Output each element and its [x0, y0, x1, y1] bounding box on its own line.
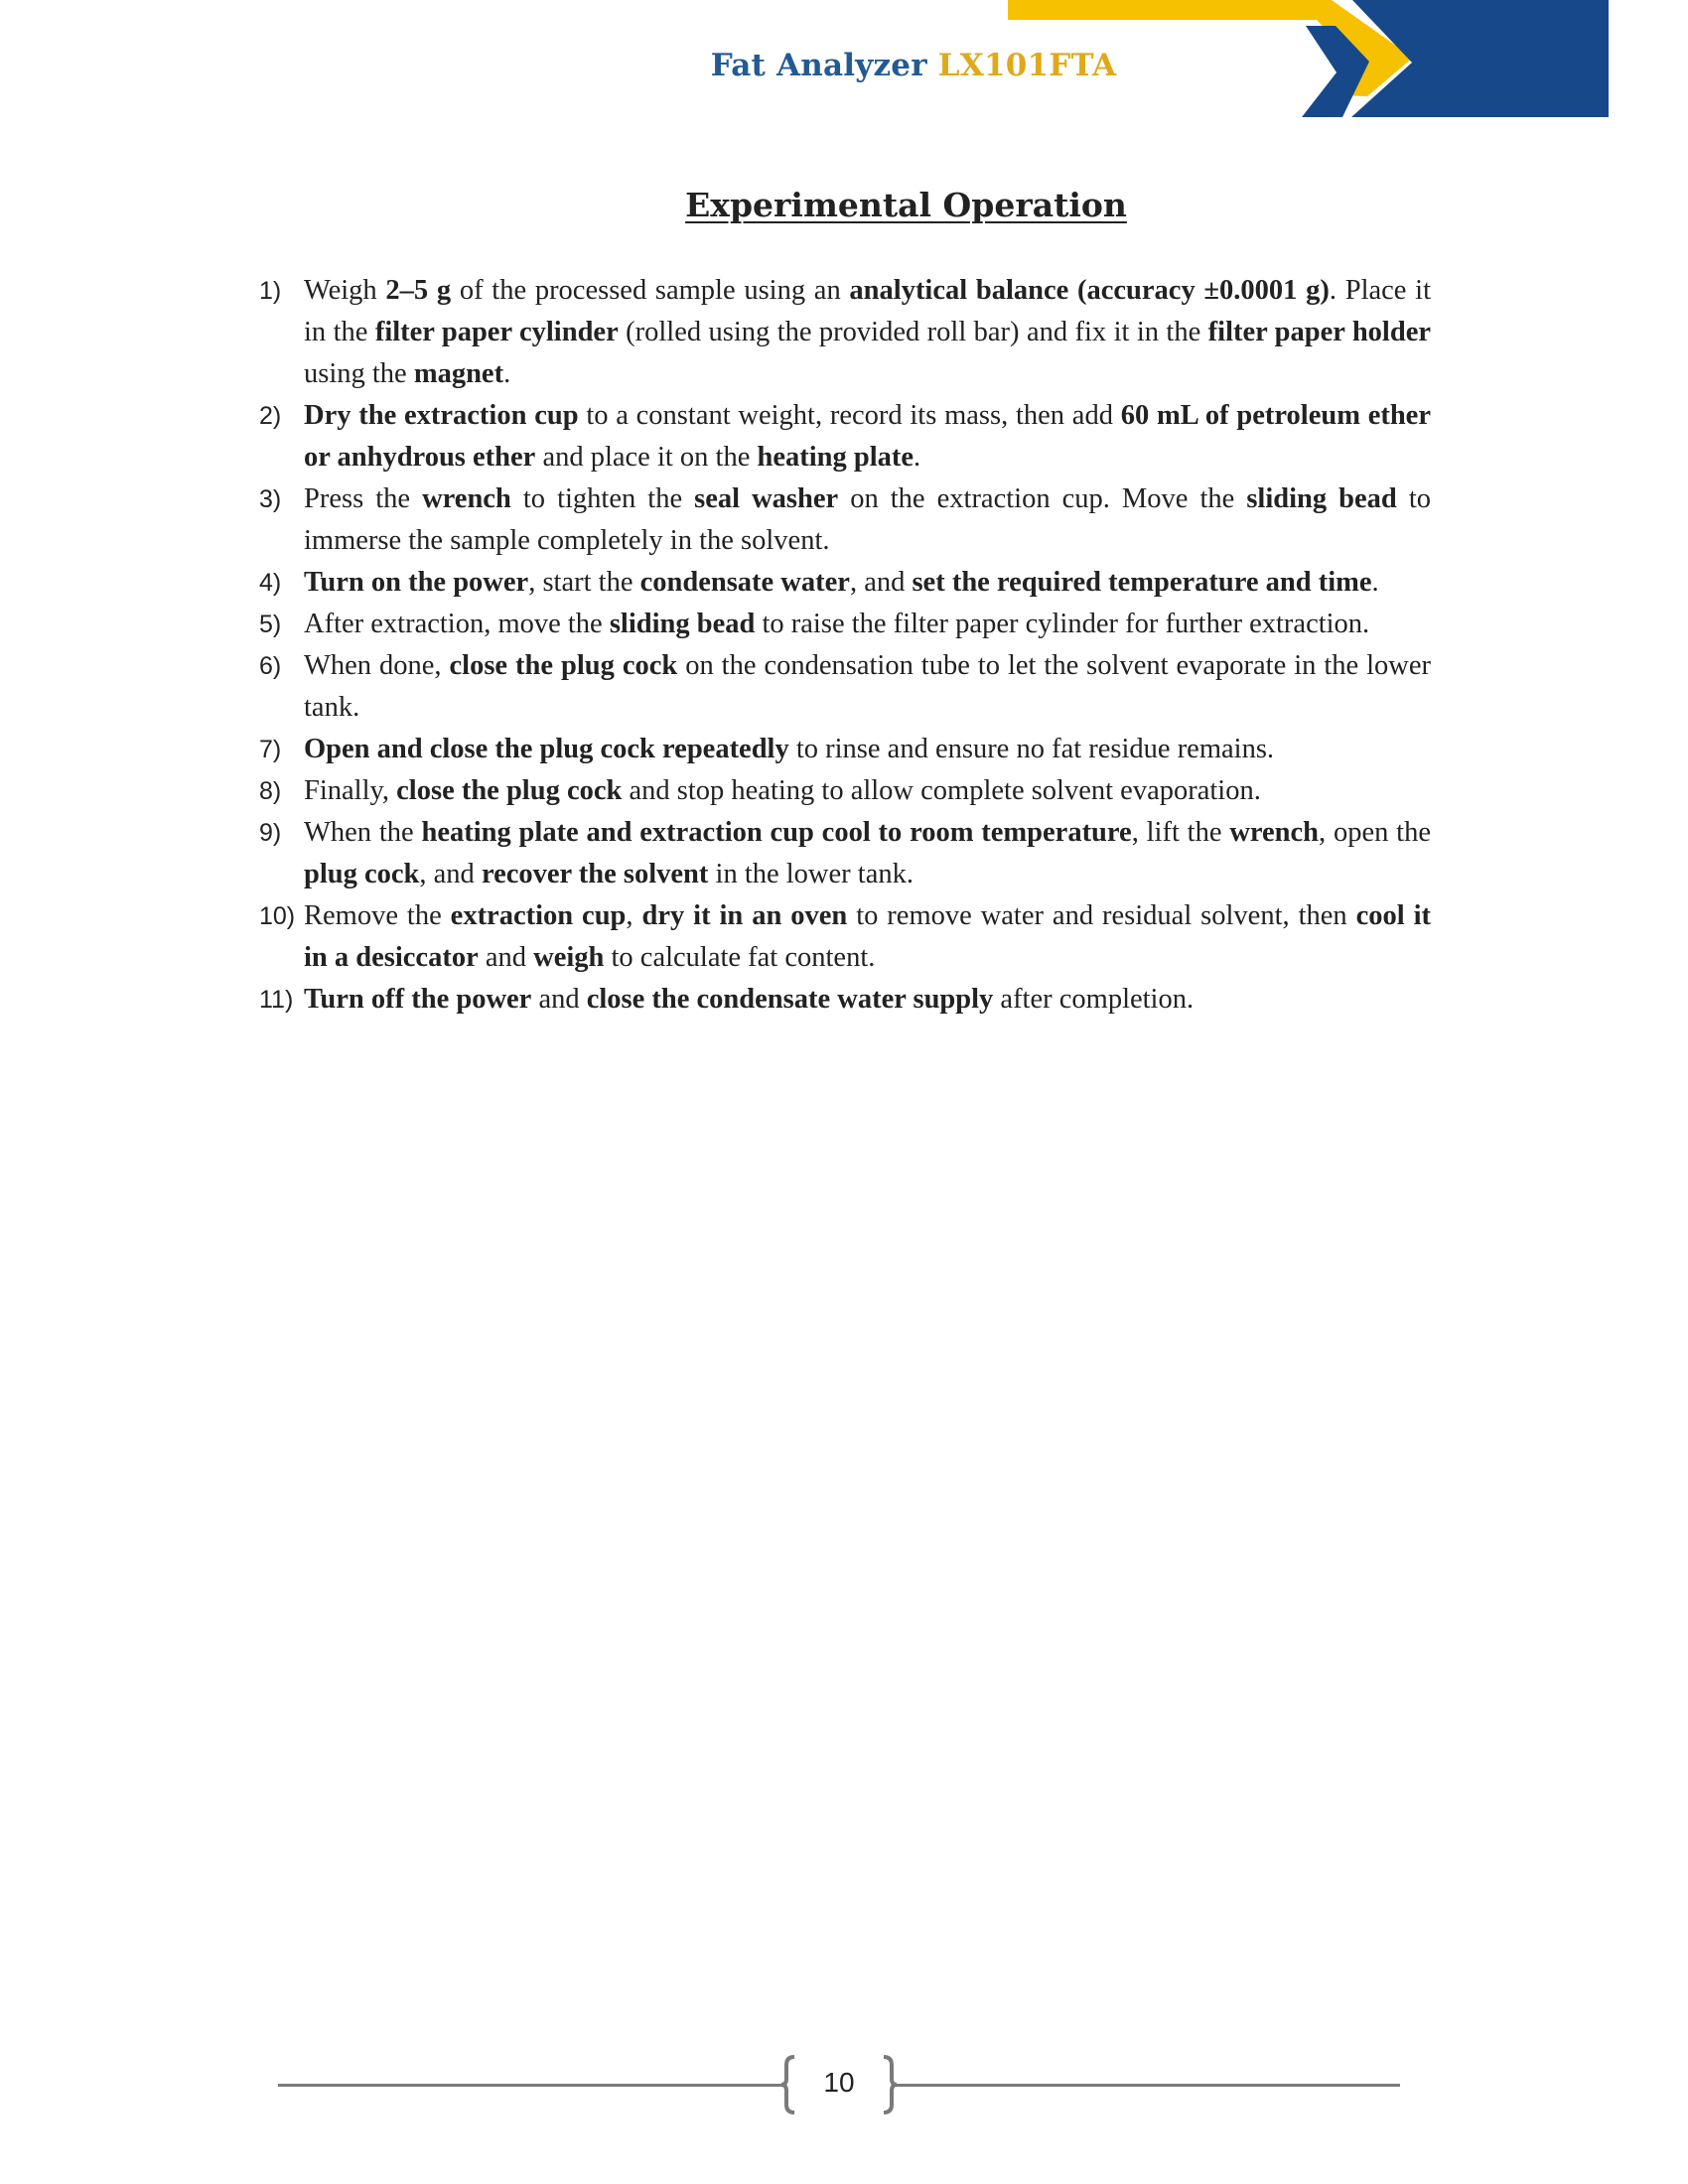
- step-item: [259, 270, 1431, 395]
- step-text-bold: close the plug cock: [396, 775, 623, 806]
- step-text-bold: magnet: [413, 358, 504, 389]
- step-text-bold: Open and close the plug cock repeatedly: [304, 734, 789, 764]
- step-text-bold: filter paper holder: [1207, 317, 1431, 347]
- footer-left-bracket: [780, 2055, 796, 2115]
- step-item: [259, 979, 1431, 1021]
- step-text: After extraction, move the: [304, 609, 610, 639]
- step-text: and place it on the: [535, 442, 758, 473]
- step-text-bold: Dry the extraction cup: [304, 400, 579, 431]
- step-text-bold: filter paper cylinder: [374, 317, 619, 347]
- step-text: , open the: [1319, 817, 1431, 848]
- step-text: using the: [304, 358, 414, 389]
- step-item: [259, 562, 1431, 604]
- step-text: , and: [419, 859, 482, 889]
- footer-line-left: [278, 2084, 784, 2087]
- step-number: 7): [259, 736, 282, 763]
- step-text-bold: close the plug cock: [449, 650, 678, 681]
- step-text: Finally,: [304, 775, 397, 806]
- step-text: When done,: [304, 650, 450, 681]
- step-text: Remove the: [304, 900, 451, 931]
- step-item: [259, 729, 1431, 770]
- step-number: 5): [259, 611, 282, 638]
- step-text: and stop heating to allow complete solvent evaporation.: [622, 775, 1261, 806]
- step-text: on the extraction cup. Move the: [838, 483, 1247, 514]
- step-text: Press the: [304, 483, 423, 514]
- step-text-bold: set the required temperature and time: [912, 567, 1372, 598]
- step-number: 6): [259, 652, 282, 680]
- step-text-bold: Turn on the power: [304, 567, 529, 598]
- header-title-product: Fat Analyzer: [710, 48, 938, 83]
- step-text: on the condensation tube to let the solvent evaporate in the lower tank.: [304, 650, 1431, 723]
- step-text: to calculate fat content.: [604, 942, 876, 973]
- step-text-bold: 60 mL of petroleum ether or anhydrous ether: [304, 400, 1431, 473]
- step-number: 11): [259, 986, 294, 1014]
- step-text: .: [503, 358, 511, 389]
- step-text: ,: [626, 900, 642, 931]
- header-title-model: LX101FTA: [937, 48, 1117, 83]
- step-text: to raise the filter paper cylinder for further extraction.: [755, 609, 1370, 639]
- step-number: 4): [259, 569, 282, 597]
- step-text: after completion.: [993, 984, 1195, 1015]
- page-footer: [278, 2055, 1400, 2115]
- step-item: [259, 478, 1431, 562]
- step-text-bold: sliding bead: [609, 609, 756, 639]
- steps-list: [259, 270, 1431, 1021]
- step-number: 9): [259, 819, 282, 847]
- step-text-bold: 2–5 g: [385, 275, 452, 306]
- step-item: [259, 770, 1431, 812]
- step-text-bold: extraction cup: [450, 900, 627, 931]
- step-text: .: [914, 442, 921, 473]
- step-text: to tighten the: [510, 483, 695, 514]
- step-text: to a constant weight, record its mass, then add: [578, 400, 1121, 431]
- step-text: . Place it in the: [304, 275, 1431, 347]
- step-text-bold: close the condensate water supply: [586, 984, 994, 1015]
- step-text-bold: condensate water: [639, 567, 850, 598]
- step-text: of the processed sample using an: [451, 275, 850, 306]
- step-number: 1): [259, 277, 282, 305]
- step-number: 8): [259, 777, 282, 805]
- step-text: , start the: [528, 567, 640, 598]
- footer-line-right: [892, 2084, 1400, 2087]
- section-heading: Experimental Operation: [685, 186, 1127, 224]
- step-item: [259, 895, 1431, 979]
- step-text-bold: wrench: [1229, 817, 1320, 848]
- step-text: and: [531, 984, 587, 1015]
- page-number: 10: [823, 2067, 855, 2098]
- step-item: [259, 645, 1431, 729]
- step-text: in the lower tank.: [708, 859, 914, 889]
- step-item: [259, 395, 1431, 478]
- step-text: Weigh: [304, 275, 386, 306]
- step-text-bold: plug cock: [304, 859, 420, 889]
- step-text: to rinse and ensure no fat residue remains.: [788, 734, 1275, 764]
- step-text: and: [478, 942, 534, 973]
- step-text: (rolled using the provided roll bar) and fix it in the: [618, 317, 1208, 347]
- step-number: 2): [259, 402, 282, 430]
- step-item: [259, 604, 1431, 645]
- step-text-bold: sliding bead: [1246, 483, 1397, 514]
- step-text-bold: weigh: [533, 942, 605, 973]
- step-text-bold: analytical balance (accuracy ±0.0001 g): [849, 275, 1330, 306]
- step-text-bold: cool it in a desiccator: [304, 900, 1431, 973]
- step-text-bold: seal washer: [694, 483, 839, 514]
- step-text-bold: recover the solvent: [481, 859, 709, 889]
- step-number: 3): [259, 485, 282, 513]
- step-text: , lift the: [1131, 817, 1230, 848]
- step-number: 10): [259, 902, 296, 930]
- step-text: to remove water and residual solvent, then: [847, 900, 1356, 931]
- step-text: When the: [304, 817, 422, 848]
- header-title: [0, 48, 1688, 83]
- step-text-bold: Turn off the power: [304, 984, 532, 1015]
- step-text-bold: heating plate: [757, 442, 914, 473]
- step-item: [259, 812, 1431, 895]
- step-text-bold: dry it in an oven: [641, 900, 848, 931]
- step-text: , and: [849, 567, 913, 598]
- step-text-bold: heating plate and extraction cup cool to room temperature: [421, 817, 1132, 848]
- step-text: .: [1371, 567, 1379, 598]
- step-text-bold: wrench: [422, 483, 511, 514]
- step-text: to immerse the sample completely in the solvent.: [304, 483, 1432, 556]
